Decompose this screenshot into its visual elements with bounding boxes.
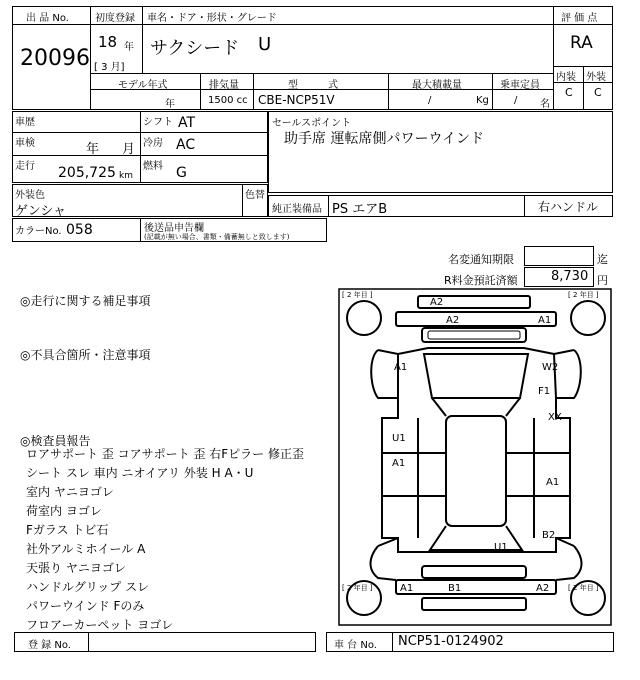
color-change-label: 色替	[245, 190, 265, 201]
mileage: 205,725	[58, 165, 116, 181]
exterior-label: 外装	[586, 72, 606, 83]
fuel: G	[176, 165, 187, 181]
shift-label: シフト	[143, 117, 173, 128]
mark-front-bumper-left: A2	[446, 315, 460, 326]
recycle-label: R料金預託済額	[444, 274, 518, 287]
fuel-label: 燃料	[143, 161, 163, 172]
ac-label: 冷房	[143, 138, 163, 149]
report-line: パワーウインド Fのみ	[26, 599, 145, 613]
ac: AC	[176, 137, 196, 153]
inspection-label: 車検	[15, 138, 35, 149]
lot-label: 出 品 No.	[26, 13, 69, 24]
displacement: 1500 cc	[208, 95, 248, 106]
mark-rear-panel: U1	[494, 542, 508, 553]
lot-number: 20096	[20, 46, 90, 71]
recycle-unit: 円	[597, 274, 608, 287]
chassis-label: 車 台 No.	[334, 640, 377, 651]
mark-right-door-front: XX	[548, 412, 562, 423]
recycle-amount: 8,730	[551, 269, 589, 284]
score-label: 評 価 点	[561, 13, 598, 24]
report-line: 社外アルミホイール A	[26, 542, 146, 556]
name-label: 車名・ドア・形状・グレード	[147, 13, 277, 24]
report-line: 荷室内 ヨゴレ	[26, 504, 102, 518]
max-load-label: 最大積載量	[412, 80, 462, 91]
max-load-unit: Kg	[476, 95, 489, 106]
first-reg-year: 18	[98, 33, 118, 51]
inspector-report	[26, 445, 304, 635]
mileage-label: 走行	[15, 161, 35, 172]
interior-grade: C	[565, 86, 573, 99]
mark-left-fender: A1	[394, 362, 408, 373]
corner-tl: [ 2 年目 ]	[342, 291, 373, 299]
model: CBE-NCP51V	[258, 93, 335, 107]
capacity-label: 乗車定員	[500, 80, 540, 91]
mark-front-top: A2	[430, 297, 444, 308]
car-damage-diagram	[338, 288, 614, 628]
mark-front-bumper-right: A1	[538, 315, 552, 326]
reg-label: 登 録 No.	[28, 640, 71, 651]
name-change-box	[524, 246, 594, 266]
color-no-label: カラーNo.	[15, 226, 62, 237]
equipment-label: 純正装備品	[272, 204, 322, 215]
equipment-items: PS エアB	[332, 202, 388, 217]
front-right-wheel-icon	[571, 301, 605, 335]
grade: U	[258, 34, 272, 55]
defects-label: ◎不具合箇所・注意事項	[20, 348, 151, 362]
steering: 右ハンドル	[538, 200, 599, 214]
report-line: ハンドルグリップ スレ	[26, 580, 150, 594]
max-load-slash: /	[428, 95, 432, 106]
front-left-wheel-icon	[347, 301, 381, 335]
chassis-no: NCP51-0124902	[398, 634, 504, 649]
model-year-unit: 年	[165, 99, 175, 110]
exterior-color: ゲンシャ	[15, 204, 67, 219]
exterior-grade: C	[594, 86, 602, 99]
displacement-label: 排気量	[209, 80, 239, 91]
mark-rear-bumper-right: A2	[536, 583, 550, 594]
history-label: 車歴	[15, 117, 35, 128]
model-label: 型 式	[288, 80, 338, 91]
report-line: 室内 ヤニヨゴレ	[26, 485, 114, 499]
car-name: サクシード	[150, 38, 240, 59]
shift: AT	[178, 115, 196, 131]
mark-left-door-front: U1	[392, 433, 406, 444]
name-change-label: 名変通知期限	[448, 253, 514, 266]
interior-label: 内装	[556, 72, 576, 83]
mark-right-quarter: B2	[542, 530, 556, 541]
color-no: 058	[66, 222, 93, 238]
score: RA	[570, 33, 593, 53]
docs-label: 後送品申告欄	[144, 223, 204, 234]
model-year-label: モデル年式	[118, 80, 168, 91]
mark-right-fender: W2	[542, 362, 559, 373]
docs-note: (記載が無い場合、書類・備蓄無しと致します)	[144, 233, 290, 241]
exterior-color-label: 外装色	[15, 190, 45, 201]
first-reg-label: 初度登録	[95, 13, 135, 24]
report-line: フロアーカーペット ヨゴレ	[26, 618, 174, 632]
capacity-unit: 名	[540, 99, 550, 110]
report-line: Fガラス トビ石	[26, 523, 109, 537]
mark-rear-bumper-center: B1	[448, 583, 462, 594]
capacity-slash: /	[514, 95, 518, 106]
sales-label: セールスポイント	[272, 118, 352, 129]
report-line: 天張り ヤニヨゴレ	[26, 561, 126, 575]
mark-rear-bumper-left: A1	[400, 583, 414, 594]
inspector-label: ◎検査員報告	[20, 434, 91, 448]
sales-text: 助手席 運転席側パワーウインド	[284, 131, 485, 147]
year-unit: 年	[124, 42, 134, 53]
corner-bl: [ 2 年目 ]	[342, 584, 373, 592]
mark-left-door-rear: A1	[392, 458, 406, 469]
corner-tr: [ 2 年目 ]	[568, 291, 599, 299]
driving-label: ◎走行に関する補足事項	[20, 294, 151, 308]
inspection-year: 年	[86, 142, 100, 157]
first-reg-month: [ 3 月]	[94, 62, 125, 73]
mark-right-f1: F1	[538, 386, 551, 397]
name-change-unit: 迄	[597, 253, 608, 266]
report-line: ロアサポート 歪 コアサポート 歪 右Fピラー 修正歪	[26, 447, 304, 461]
mark-right-door-rear: A1	[546, 477, 560, 488]
corner-br: [ 2 年目 ]	[568, 584, 599, 592]
inspection-month: 月	[122, 142, 136, 157]
mileage-unit: km	[119, 171, 133, 181]
report-line: シート スレ 車内 ニオイアリ 外装 H A・U	[26, 466, 254, 480]
